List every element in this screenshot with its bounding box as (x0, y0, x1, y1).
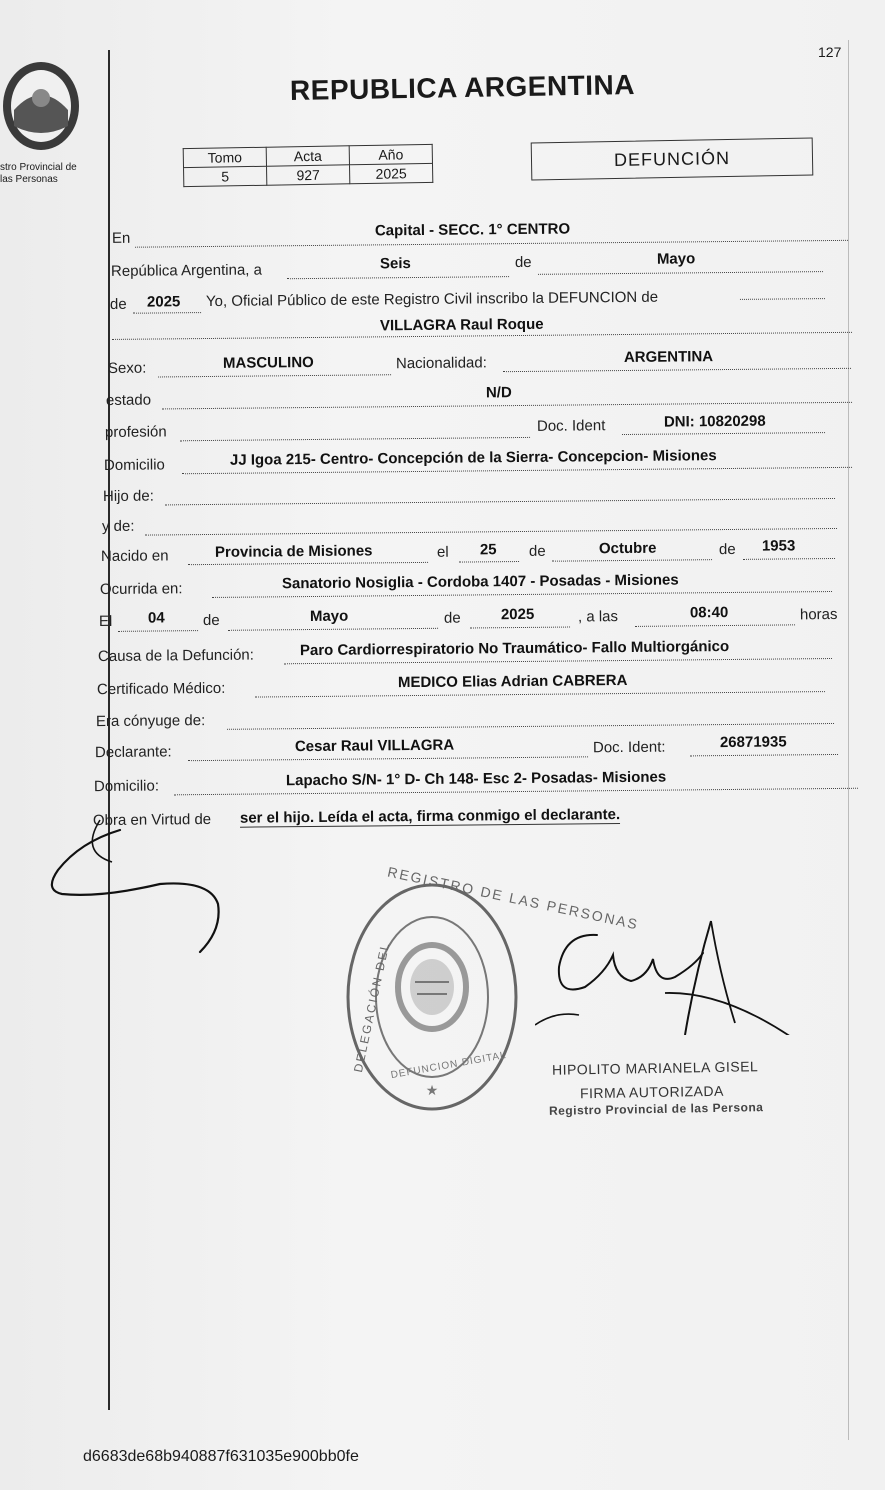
tomo-value: 5 (184, 166, 267, 186)
anio-value: 2025 (349, 163, 432, 183)
stamp-bottom-text: DEFUNCION DIGITAL (389, 1049, 508, 1082)
death-month-value: Mayo (309, 607, 349, 626)
certificate-value: MEDICO Elias Adrian CABRERA (397, 671, 628, 692)
row-officer-statement: de 2025 Yo, Oficial Público de este Registro Civil inscribo la DEFUNCION de (0, 284, 885, 320)
row-and-of: y de: (0, 508, 885, 544)
record-type-box: DEFUNCIÓN (531, 138, 814, 181)
declarant-value: Cesar Raul VILLAGRA (294, 736, 455, 756)
row-son-of: Hijo de: (0, 478, 885, 514)
year-value: 2025 (146, 293, 181, 311)
tomo-header: Tomo (183, 147, 266, 167)
acta-value: 927 (267, 165, 350, 185)
declarant-document-value: 26871935 (719, 733, 787, 752)
anio-header: Año (349, 144, 432, 164)
document-title: REPUBLICA ARGENTINA (289, 68, 636, 107)
address-value: JJ Igoa 215- Centro- Concepción de la Sierra- Concepcion- Misiones (229, 447, 717, 469)
row-medical-certificate: Certificado Médico: MEDICO Elias Adrian CABRERA (0, 671, 885, 707)
row-cause-of-death: Causa de la Defunción: Paro Cardiorrespiratorio No Traumático- Fallo Multiorgánico (0, 638, 885, 674)
row-declarant-address: Domicilio: Lapacho S/N- 1° D- Ch 148- Esc 2- Posadas- Misiones (0, 768, 885, 804)
acta-header: Acta (266, 146, 349, 166)
stamp-top-text: REGISTRO DE LAS PERSONAS (386, 863, 641, 933)
nationality-value: ARGENTINA (623, 348, 714, 367)
svg-text:★: ★ (425, 1083, 439, 1099)
death-year-value: 2025 (500, 605, 535, 624)
signer-name: HIPOLITO MARIANELA GISEL (551, 1058, 759, 1078)
row-spouse: Era cónyuge de: (0, 703, 885, 739)
closing-statement-value: ser el hijo. Leída el acta, firma conmigo el declarante. (239, 806, 621, 827)
row-date-letters: República Argentina, a Seis de Mayo (0, 251, 885, 287)
death-place-value: Sanatorio Nosiglia - Cordoba 1407 - Posadas - Misiones (281, 571, 679, 593)
sex-value: MASCULINO (222, 353, 314, 372)
document-hash: d6683de68b940887f631035e900bb0fe (83, 1448, 359, 1465)
signer-role: FIRMA AUTORIZADA (579, 1082, 725, 1102)
place-value: Capital - SECC. 1° CENTRO (374, 220, 571, 240)
row-born-in: Nacido en Provincia de Misiones el 25 de Octubre de 1953 (0, 538, 885, 574)
stamp-left-text: DELEGACIÓN DEL (350, 940, 393, 1074)
birth-day-value: 25 (479, 541, 497, 559)
organization-name: stro Provincial de las Personas (0, 162, 77, 185)
civil-status-value: N/D (485, 384, 512, 402)
row-profession-document: profesión Doc. Ident DNI: 10820298 (0, 412, 885, 448)
month-value: Mayo (656, 250, 696, 268)
row-occurred-in: Ocurrida en: Sanatorio Nosiglia - Cordoba 1407 - Posadas - Misiones (0, 571, 885, 607)
row-declarant: Declarante: Cesar Raul VILLAGRA Doc. Ident: 26871935 (0, 734, 885, 770)
province-logo (0, 60, 82, 152)
row-address: Domicilio JJ Igoa 215- Centro- Concepción de la Sierra- Concepcion- Misiones (0, 445, 885, 481)
day-letters-value: Seis (379, 255, 411, 273)
row-death-datetime: El 04 de Mayo de 2025 , a las 08:40 horas (98, 604, 838, 631)
cause-value: Paro Cardiorrespiratorio No Traumático- Fallo Multiorgánico (299, 638, 730, 660)
row-sex-nationality: Sexo: MASCULINO Nacionalidad: ARGENTINA (0, 348, 885, 384)
birth-year-value: 1953 (761, 537, 796, 555)
page-number: 127 (818, 44, 842, 60)
signer-office: Registro Provincial de las Persona (548, 1100, 764, 1118)
birth-month-value: Octubre (598, 539, 657, 558)
row-place: En Capital - SECC. 1° CENTRO (0, 218, 885, 254)
row-civil-status: estado N/D (0, 380, 885, 416)
handwritten-mark (40, 812, 240, 962)
row-closing-statement: Obra en Virtud de ser el hijo. Leída el acta, firma conmigo el declarante. (92, 806, 621, 830)
deceased-name: VILLAGRA Raul Roque (379, 315, 544, 335)
death-time-value: 08:40 (689, 604, 729, 622)
record-reference-table (183, 144, 434, 187)
death-day-value: 04 (147, 609, 165, 627)
birthplace-value: Provincia de Misiones (214, 542, 373, 561)
official-signature (535, 915, 805, 1035)
document-value: DNI: 10820298 (663, 412, 766, 431)
declarant-address-value: Lapacho S/N- 1° D- Ch 148- Esc 2- Posadas- Misiones (285, 768, 667, 790)
